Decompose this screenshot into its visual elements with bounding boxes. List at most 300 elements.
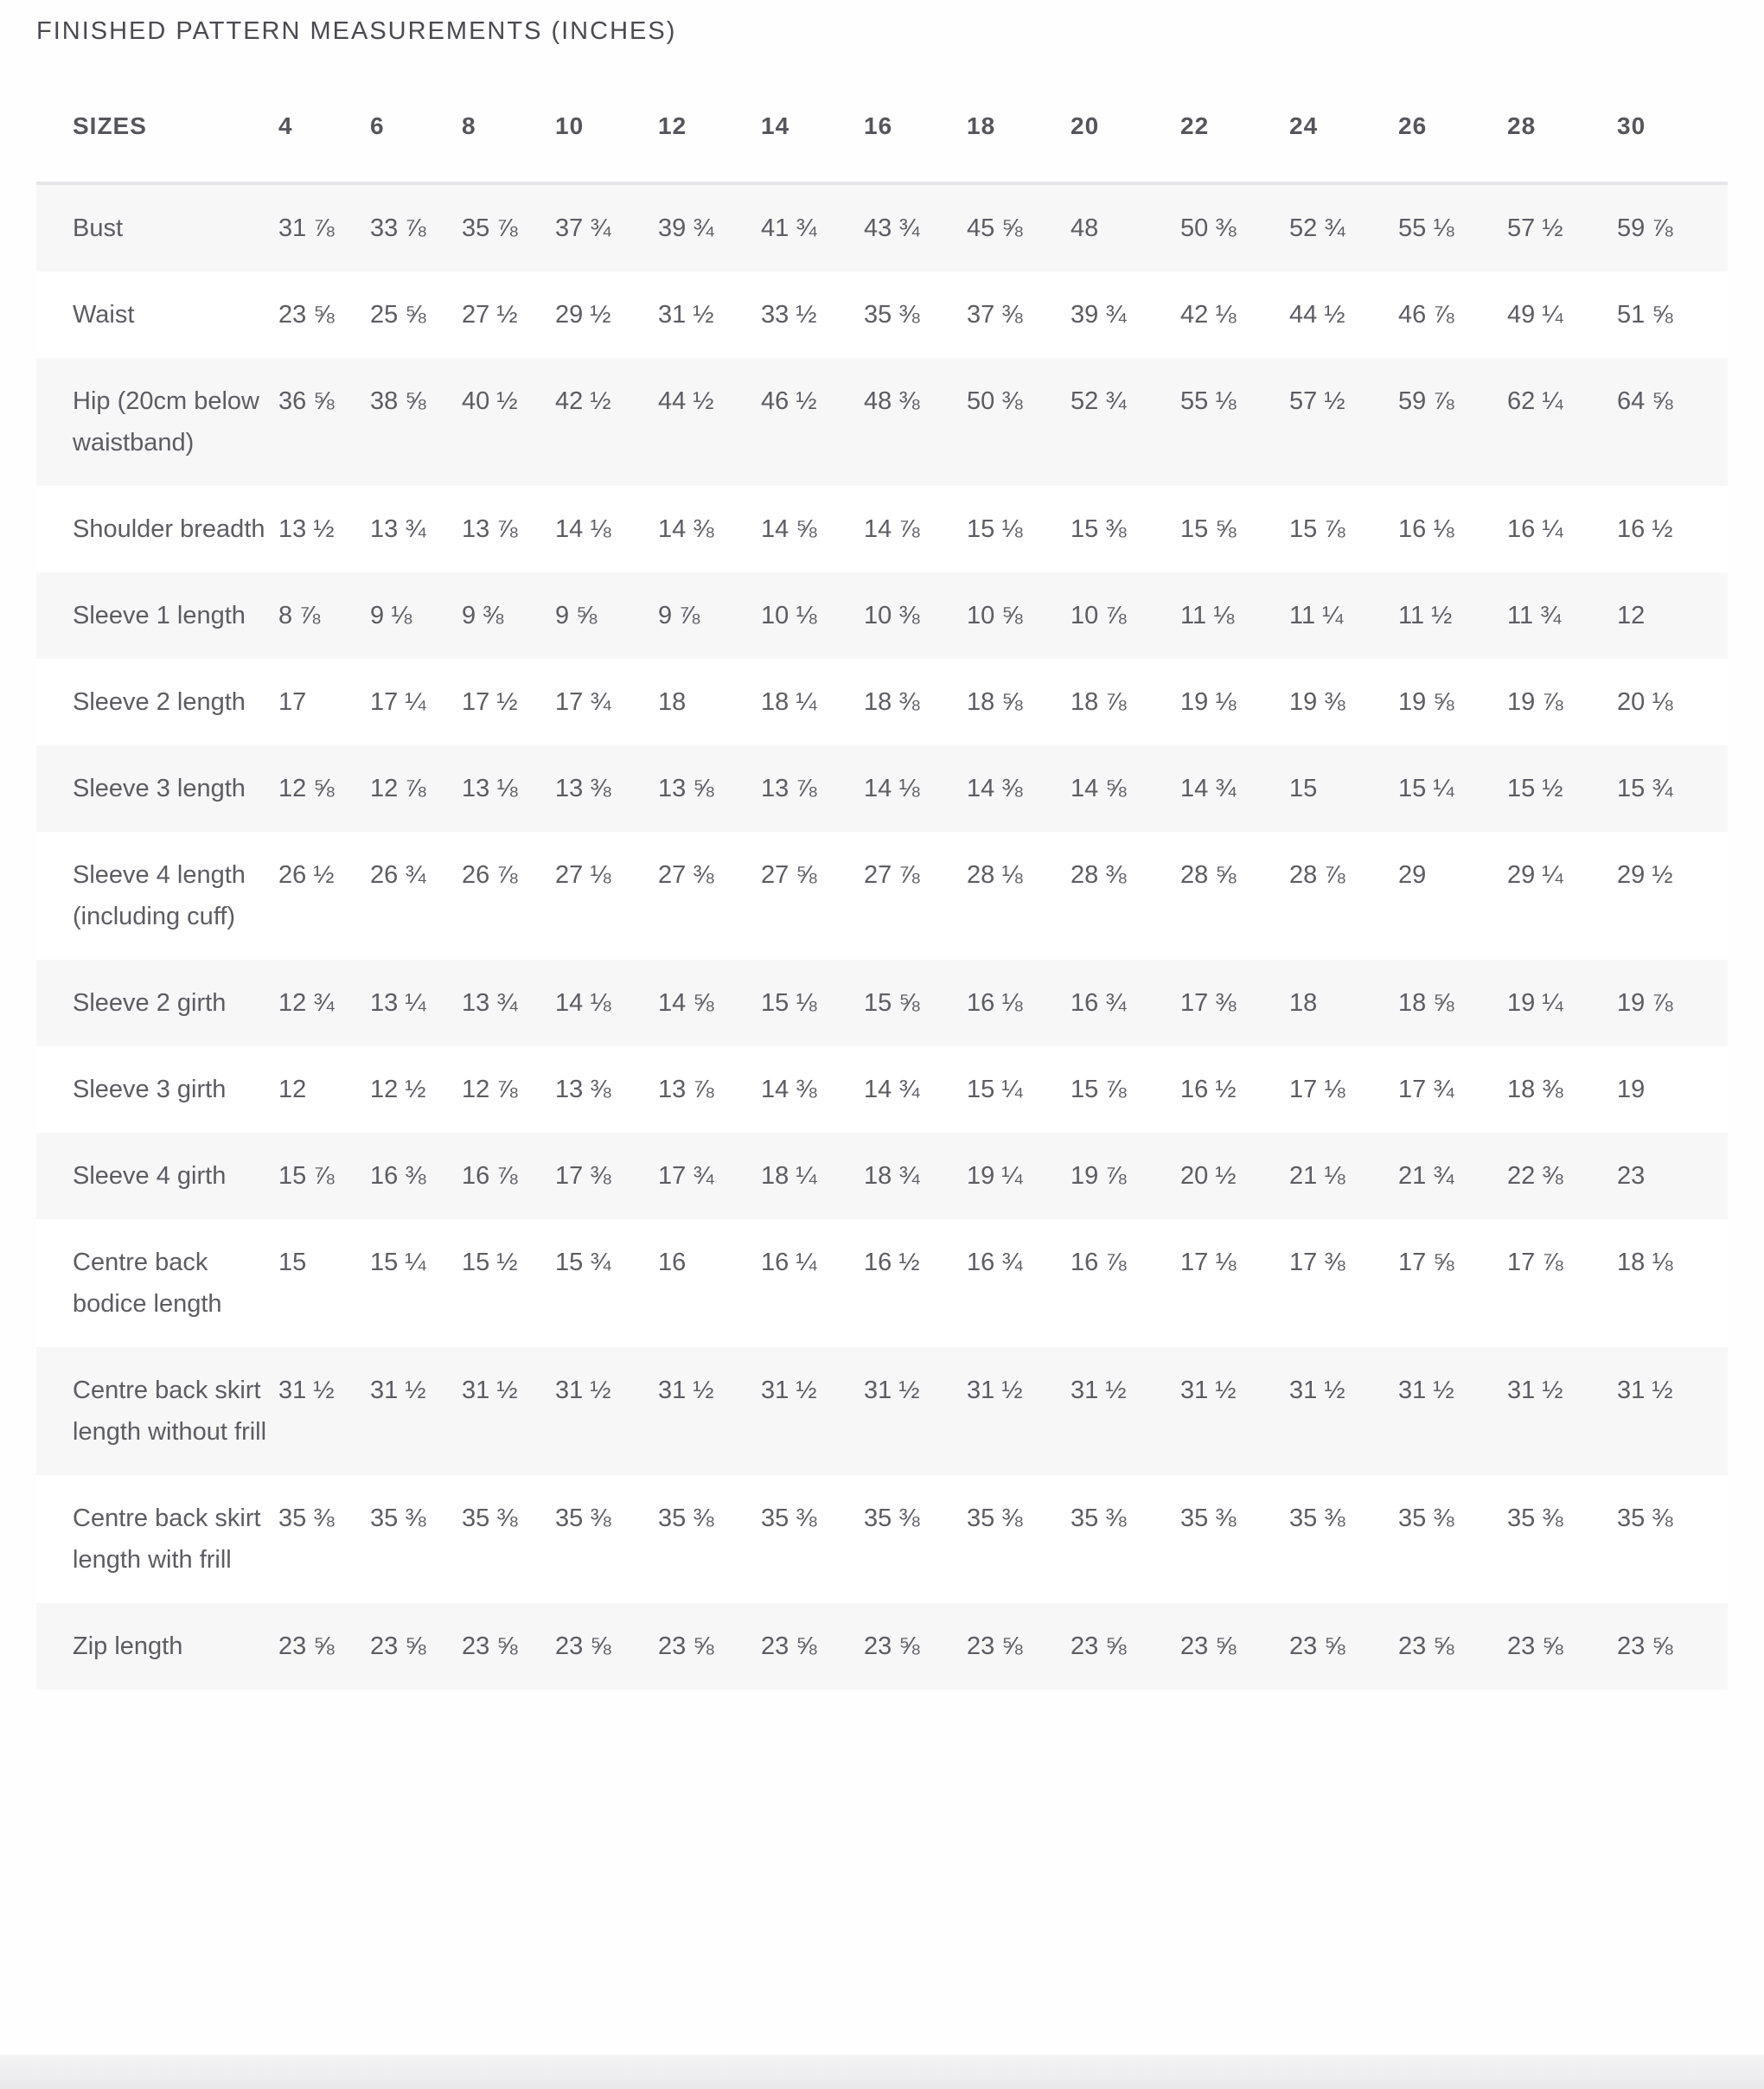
measurement-value: 15 [278, 1249, 307, 1276]
measurement-cell [1071, 1475, 1180, 1603]
measurement-cell [864, 1133, 967, 1219]
measurement-cell [462, 358, 555, 486]
measurement-value: 15 ½ [462, 1249, 518, 1276]
measurement-value: 19 [1617, 1076, 1646, 1103]
measurement-value: 13 ½ [278, 515, 335, 543]
measurement-value: 35 ⅞ [462, 214, 518, 242]
measurement-value: 31 ½ [278, 1377, 335, 1404]
measurement-value: 11 ¼ [1289, 602, 1344, 629]
measurement-cell [1289, 272, 1398, 358]
measurement-cell [462, 745, 555, 832]
measurement-cell [864, 745, 967, 832]
measurement-value: 44 ½ [1289, 301, 1345, 329]
measurement-cell [864, 832, 967, 960]
measurement-cell [1507, 1475, 1617, 1603]
row-label-text: Centre back bodice length [73, 1249, 222, 1318]
measurement-value: 33 ½ [761, 301, 817, 329]
measurement-value: 48 ⅜ [864, 387, 920, 415]
row-label-text: Shoulder breadth [73, 515, 265, 543]
measurement-value: 19 ⅞ [1071, 1162, 1127, 1190]
size-header: 20 [1071, 71, 1180, 183]
measurement-value: 14 ⅜ [658, 515, 714, 543]
measurement-value: 25 ⅝ [370, 301, 426, 329]
measurement-value: 15 ⅜ [1071, 515, 1127, 543]
row-label [36, 1603, 278, 1690]
measurement-value: 57 ½ [1289, 387, 1345, 415]
measurement-value: 14 ⅝ [761, 515, 817, 543]
measurement-cell [278, 832, 370, 960]
measurement-value: 23 ⅝ [761, 1632, 817, 1660]
measurement-cell [1398, 659, 1507, 745]
measurement-value: 35 ⅜ [658, 1504, 714, 1532]
row-label [36, 960, 278, 1046]
measurement-cell [555, 1603, 658, 1690]
size-header: 24 [1289, 71, 1398, 183]
table-row [36, 1603, 1728, 1690]
row-label [36, 358, 278, 486]
measurement-value: 10 ⅜ [864, 602, 920, 629]
measurement-value: 16 ¾ [967, 1249, 1023, 1276]
measurement-cell [967, 745, 1071, 832]
measurement-value: 15 ¼ [967, 1076, 1023, 1103]
measurement-cell [1071, 1603, 1180, 1690]
measurement-cell [1289, 486, 1398, 572]
measurement-value: 13 ¾ [462, 989, 518, 1017]
row-label-text: Sleeve 1 length [73, 602, 246, 629]
measurement-cell [1071, 1133, 1180, 1219]
measurement-cell [278, 1133, 370, 1219]
measurement-cell [462, 1046, 555, 1133]
measurement-cell [370, 745, 462, 832]
measurement-value: 13 ⅝ [658, 775, 714, 802]
measurement-cell [1617, 486, 1728, 572]
measurement-value: 17 ¾ [658, 1162, 714, 1190]
measurement-cell [278, 1475, 370, 1603]
measurement-cell [864, 572, 967, 659]
measurement-value: 14 ⅝ [1071, 775, 1127, 802]
measurement-cell [1507, 1603, 1617, 1690]
measurement-value: 15 ¾ [1617, 775, 1673, 802]
measurement-cell [1071, 272, 1180, 358]
measurement-cell [967, 358, 1071, 486]
measurement-value: 27 ⅜ [658, 861, 714, 889]
measurement-cell [761, 486, 864, 572]
measurement-cell [1071, 1347, 1180, 1475]
measurement-value: 16 ½ [1180, 1076, 1237, 1103]
measurement-value: 23 ⅝ [1507, 1632, 1563, 1660]
measurement-value: 31 ½ [1180, 1377, 1237, 1404]
measurement-value: 23 ⅝ [278, 301, 335, 329]
measurement-cell [658, 1475, 761, 1603]
measurement-cell [1180, 1133, 1289, 1219]
measurement-value: 20 ½ [1180, 1162, 1237, 1190]
measurement-value: 39 ¾ [1071, 301, 1127, 329]
measurement-cell [761, 183, 864, 272]
measurement-cell [1398, 832, 1507, 960]
measurement-value: 17 ⅜ [555, 1162, 611, 1190]
measurement-cell [278, 1046, 370, 1133]
measurement-cell [658, 1603, 761, 1690]
measurement-value: 15 ⅝ [864, 989, 920, 1017]
measurement-value: 51 ⅝ [1617, 301, 1673, 329]
measurement-cell [658, 960, 761, 1046]
measurement-value: 42 ⅛ [1180, 301, 1237, 329]
measurement-value: 15 ¾ [555, 1249, 611, 1276]
measurement-value: 18 ⅞ [1071, 688, 1127, 716]
measurement-cell [462, 572, 555, 659]
measurement-value: 15 ⅞ [1071, 1076, 1127, 1103]
sizes-header: SIZES [36, 71, 278, 183]
measurement-cell [761, 1347, 864, 1475]
measurement-value: 16 ¾ [1071, 989, 1127, 1017]
measurement-cell [278, 1347, 370, 1475]
measurement-value: 29 ¼ [1507, 861, 1563, 889]
measurement-cell [1180, 272, 1289, 358]
measurement-value: 13 ¾ [370, 515, 426, 543]
measurement-cell [761, 1603, 864, 1690]
measurement-value: 50 ⅜ [967, 387, 1023, 415]
table-body [36, 183, 1728, 1690]
measurement-cell [1507, 1133, 1617, 1219]
measurement-cell [967, 659, 1071, 745]
measurement-cell [1617, 572, 1728, 659]
measurement-value: 15 ⅞ [278, 1162, 335, 1190]
measurement-cell [864, 1046, 967, 1133]
measurement-cell [761, 1219, 864, 1347]
measurement-value: 62 ¼ [1507, 387, 1563, 415]
measurement-cell [555, 1475, 658, 1603]
measurement-cell [761, 960, 864, 1046]
table-row [36, 1046, 1728, 1133]
measurement-value: 18 ¾ [864, 1162, 920, 1190]
measurement-cell [1071, 960, 1180, 1046]
measurement-cell [864, 486, 967, 572]
row-label [36, 272, 278, 358]
measurement-value: 31 ½ [1617, 1377, 1673, 1404]
measurement-cell [967, 183, 1071, 272]
measurement-value: 16 ½ [864, 1249, 920, 1276]
row-label [36, 1347, 278, 1475]
measurement-value: 23 ⅝ [1071, 1632, 1127, 1660]
measurement-cell [1617, 960, 1728, 1046]
measurement-cell [1071, 832, 1180, 960]
measurement-cell [370, 358, 462, 486]
measurement-value: 16 ½ [1617, 515, 1673, 543]
measurement-cell [1398, 1133, 1507, 1219]
measurement-value: 18 ⅛ [1617, 1249, 1673, 1276]
measurement-value: 35 ⅜ [1507, 1504, 1563, 1532]
measurement-value: 27 ⅛ [555, 861, 611, 889]
measurement-value: 31 ½ [967, 1377, 1023, 1404]
measurement-cell [1398, 358, 1507, 486]
measurement-cell [462, 832, 555, 960]
measurement-value: 55 ⅛ [1180, 387, 1237, 415]
measurement-cell [1507, 659, 1617, 745]
measurement-cell [967, 272, 1071, 358]
measurement-cell [555, 1133, 658, 1219]
measurement-cell [555, 1046, 658, 1133]
measurement-value: 23 ⅝ [370, 1632, 426, 1660]
measurement-cell [1071, 572, 1180, 659]
measurement-cell [864, 358, 967, 486]
measurement-value: 15 ¼ [370, 1249, 426, 1276]
measurement-cell [462, 272, 555, 358]
measurement-cell [1617, 272, 1728, 358]
measurement-value: 17 [278, 688, 307, 716]
measurement-cell [967, 572, 1071, 659]
measurement-value: 31 ½ [761, 1377, 817, 1404]
measurement-cell [462, 1133, 555, 1219]
measurement-value: 16 ⅛ [967, 989, 1023, 1017]
measurement-value: 35 ⅜ [462, 1504, 518, 1532]
measurement-cell [1398, 272, 1507, 358]
measurement-value: 33 ⅞ [370, 214, 426, 242]
measurement-cell [967, 960, 1071, 1046]
measurement-value: 31 ⅞ [278, 214, 335, 242]
measurement-cell [555, 745, 658, 832]
measurement-cell [1617, 1475, 1728, 1603]
measurement-cell [1507, 960, 1617, 1046]
measurement-cell [1617, 358, 1728, 486]
measurement-cell [1180, 183, 1289, 272]
measurement-cell [1507, 745, 1617, 832]
measurement-cell [1289, 572, 1398, 659]
measurement-value: 35 ⅜ [555, 1504, 611, 1532]
measurement-cell [1071, 1219, 1180, 1347]
measurement-value: 17 ¾ [555, 688, 611, 716]
measurement-cell [370, 832, 462, 960]
measurement-cell [1289, 183, 1398, 272]
measurement-cell [1180, 486, 1289, 572]
measurement-cell [761, 572, 864, 659]
row-label-text: Zip length [73, 1632, 183, 1660]
measurement-value: 16 ¼ [1507, 515, 1563, 543]
measurement-cell [967, 1347, 1071, 1475]
measurement-value: 12 ⅞ [370, 775, 426, 802]
measurement-value: 35 ⅜ [761, 1504, 817, 1532]
measurement-value: 46 ½ [761, 387, 817, 415]
measurement-value: 35 ⅜ [278, 1504, 335, 1532]
measurement-value: 26 ½ [278, 861, 335, 889]
measurement-value: 9 ⅜ [462, 602, 504, 629]
measurement-value: 35 ⅜ [864, 1504, 920, 1532]
measurement-value: 18 ¼ [761, 688, 817, 716]
measurement-value: 12 [278, 1076, 307, 1103]
measurement-value: 9 ⅛ [370, 602, 412, 629]
measurement-value: 21 ¾ [1398, 1162, 1454, 1190]
measurement-cell [1398, 183, 1507, 272]
measurement-value: 14 ¾ [1180, 775, 1237, 802]
measurement-value: 31 ½ [555, 1377, 611, 1404]
measurement-cell [967, 1603, 1071, 1690]
measurement-cell [1398, 960, 1507, 1046]
measurement-cell [555, 183, 658, 272]
measurement-cell [1180, 358, 1289, 486]
measurement-cell [658, 358, 761, 486]
row-label-text: Bust [73, 214, 124, 242]
measurement-cell [1507, 358, 1617, 486]
measurement-cell [761, 1475, 864, 1603]
measurement-cell [967, 832, 1071, 960]
page-bottom-edge [0, 2054, 1764, 2089]
table-header [36, 71, 1728, 183]
measurement-value: 12 ½ [370, 1076, 426, 1103]
measurement-value: 59 ⅞ [1617, 214, 1673, 242]
measurement-value: 31 ½ [1071, 1377, 1127, 1404]
row-label [36, 183, 278, 272]
measurement-value: 35 ⅜ [967, 1504, 1023, 1532]
measurement-value: 18 ⅜ [1507, 1076, 1563, 1103]
measurement-value: 23 ⅝ [462, 1632, 518, 1660]
measurement-value: 15 ¼ [1398, 775, 1454, 802]
measurement-value: 15 ⅛ [967, 515, 1023, 543]
measurement-value: 31 ½ [462, 1377, 518, 1404]
measurement-value: 18 ¼ [761, 1162, 817, 1190]
measurement-value: 31 ½ [1507, 1377, 1563, 1404]
measurement-value: 17 ¼ [370, 688, 426, 716]
measurement-value: 31 ½ [370, 1377, 426, 1404]
size-header: 14 [761, 71, 864, 183]
row-label [36, 1475, 278, 1603]
measurement-value: 35 ⅜ [1398, 1504, 1454, 1532]
measurement-value: 19 ⅛ [1180, 688, 1237, 716]
measurement-cell [462, 659, 555, 745]
measurement-cell [370, 486, 462, 572]
measurement-cell [370, 1603, 462, 1690]
measurement-cell [555, 272, 658, 358]
measurement-value: 16 ⅜ [370, 1162, 426, 1190]
measurement-value: 19 ⅜ [1289, 688, 1345, 716]
measurement-cell [462, 1219, 555, 1347]
table-row [36, 572, 1728, 659]
measurement-cell [1071, 1046, 1180, 1133]
measurement-cell [1180, 832, 1289, 960]
measurement-cell [761, 832, 864, 960]
measurement-cell [370, 272, 462, 358]
measurement-cell [1617, 1133, 1728, 1219]
measurement-cell [555, 659, 658, 745]
measurement-value: 11 ¾ [1507, 602, 1562, 629]
measurement-cell [462, 1475, 555, 1603]
measurement-value: 23 ⅝ [1289, 1632, 1345, 1660]
measurement-cell [864, 1475, 967, 1603]
measurement-cell [1507, 486, 1617, 572]
measurement-cell [658, 183, 761, 272]
measurement-value: 43 ¾ [864, 214, 920, 242]
table-row [36, 486, 1728, 572]
table-row [36, 745, 1728, 832]
measurement-cell [658, 1347, 761, 1475]
measurement-cell [1398, 1603, 1507, 1690]
table-row [36, 1219, 1728, 1347]
measurement-value: 23 ⅝ [658, 1632, 714, 1660]
measurement-cell [555, 358, 658, 486]
measurement-value: 35 ⅜ [1617, 1504, 1673, 1532]
measurement-cell [278, 183, 370, 272]
measurement-value: 13 ⅜ [555, 775, 611, 802]
measurement-cell [370, 1475, 462, 1603]
measurement-value: 14 ⅜ [967, 775, 1023, 802]
measurement-cell [555, 1347, 658, 1475]
measurement-cell [370, 183, 462, 272]
measurement-cell [864, 1347, 967, 1475]
measurement-cell [1398, 1347, 1507, 1475]
measurement-value: 40 ½ [462, 387, 518, 415]
measurement-cell [658, 1219, 761, 1347]
measurement-cell [967, 486, 1071, 572]
row-label-text: Sleeve 4 length (including cuff) [73, 861, 246, 930]
measurement-cell [658, 1046, 761, 1133]
measurement-value: 13 ⅛ [462, 775, 518, 802]
measurement-value: 8 ⅞ [278, 602, 321, 629]
measurement-value: 23 ⅝ [1180, 1632, 1237, 1660]
measurement-value: 23 [1617, 1162, 1646, 1190]
measurement-cell [1180, 1475, 1289, 1603]
measurement-value: 26 ¾ [370, 861, 426, 889]
measurement-cell [1180, 659, 1289, 745]
row-label-text: Sleeve 2 girth [73, 989, 227, 1017]
measurement-cell [462, 1603, 555, 1690]
measurement-cell [555, 486, 658, 572]
measurement-cell [1289, 832, 1398, 960]
measurement-value: 39 ¾ [658, 214, 714, 242]
measurement-value: 14 ⅝ [658, 989, 714, 1017]
measurement-value: 18 ⅝ [967, 688, 1023, 716]
row-label-text: Sleeve 3 length [73, 775, 246, 802]
measurement-value: 23 ⅝ [967, 1632, 1023, 1660]
size-header: 28 [1507, 71, 1617, 183]
measurement-value: 12 [1617, 602, 1646, 629]
measurement-value: 21 ⅛ [1289, 1162, 1345, 1190]
measurements-table [36, 71, 1728, 1690]
measurement-cell [1180, 1046, 1289, 1133]
measurement-value: 27 ½ [462, 301, 518, 329]
measurement-value: 48 [1071, 214, 1099, 242]
measurement-cell [278, 659, 370, 745]
measurement-cell [1398, 1219, 1507, 1347]
measurement-value: 23 ⅝ [1617, 1632, 1673, 1660]
measurement-cell [462, 960, 555, 1046]
measurement-cell [278, 572, 370, 659]
measurement-cell [967, 1046, 1071, 1133]
row-label [36, 1219, 278, 1347]
measurement-cell [1617, 1046, 1728, 1133]
measurement-cell [278, 358, 370, 486]
measurement-value: 37 ¾ [555, 214, 611, 242]
measurement-cell [1289, 659, 1398, 745]
measurement-cell [462, 1347, 555, 1475]
measurement-cell [1289, 1603, 1398, 1690]
measurement-cell [1398, 745, 1507, 832]
measurement-value: 18 ⅜ [864, 688, 920, 716]
measurement-cell [1289, 1347, 1398, 1475]
measurement-value: 35 ⅜ [1289, 1504, 1345, 1532]
measurement-cell [1071, 486, 1180, 572]
measurement-cell [1071, 183, 1180, 272]
measurement-cell [370, 1347, 462, 1475]
measurement-cell [1398, 572, 1507, 659]
measurement-cell [462, 486, 555, 572]
size-header: 12 [658, 71, 761, 183]
size-header: 22 [1180, 71, 1289, 183]
measurement-cell [278, 272, 370, 358]
measurement-cell [761, 1133, 864, 1219]
measurement-cell [1180, 1347, 1289, 1475]
measurement-cell [1507, 272, 1617, 358]
measurement-value: 31 ½ [658, 1377, 714, 1404]
measurement-value: 17 ⅜ [1180, 989, 1237, 1017]
page-title: FINISHED PATTERN MEASUREMENTS (INCHES) [36, 17, 677, 45]
